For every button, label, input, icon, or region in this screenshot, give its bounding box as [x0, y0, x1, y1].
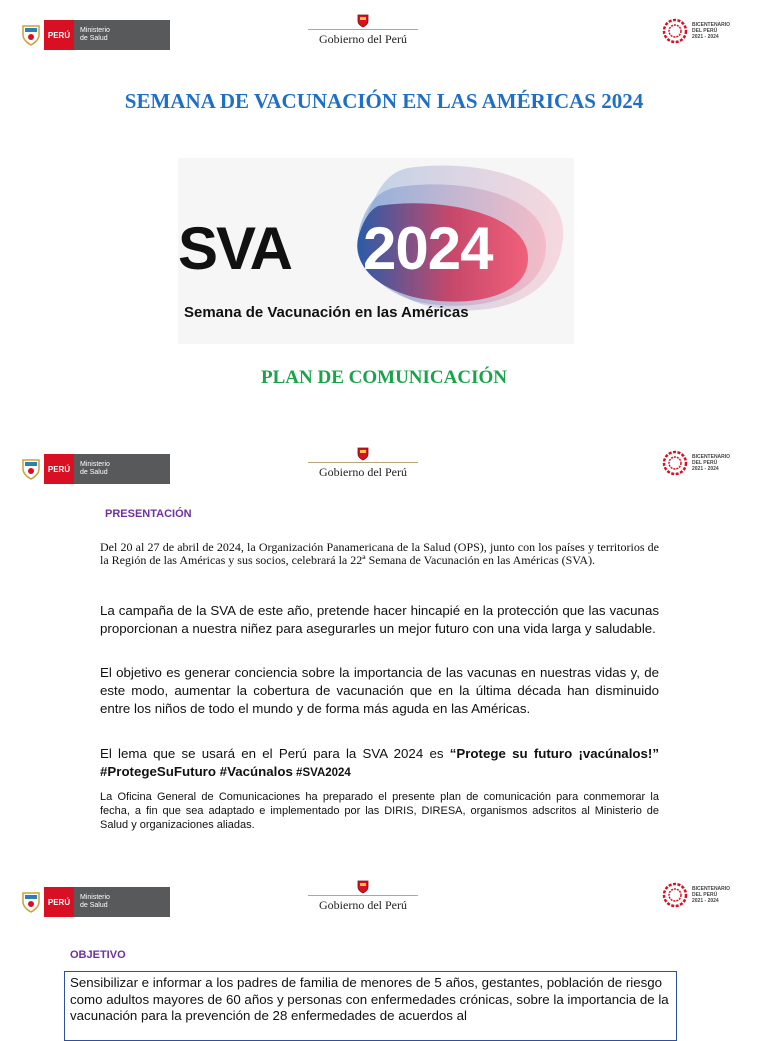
presentacion-paragraph-3: El objetivo es generar conciencia sobre la importancia de las vacunas en nuestras vidas y, de este modo, aumentar la cobertura de vacunación que en la última década han disminuido entre los niños de todo el mundo y de forma más aguda en las Américas. — [100, 665, 659, 716]
peru-shield-icon — [20, 890, 42, 914]
logo-year-text: 2024 — [363, 215, 493, 282]
slide3-header — [0, 876, 768, 936]
escudo-icon — [355, 447, 371, 461]
peru-label: PERÚ — [44, 454, 74, 484]
minsa-logo — [20, 454, 170, 484]
lema-text: “Protege su futuro ¡vacúnalos!” #ProtegeSuFuturo #Vacúnalos — [100, 746, 659, 779]
presentacion-paragraph-4: El lema que se usará en el Perú para la SVA 2024 es “Protege su futuro ¡vacúnalos!” #ProtegeSuFuturo #Vacúnalos #SVA2024 — [100, 746, 659, 779]
gobierno-text: Gobierno del Perú — [319, 32, 407, 46]
gobierno-logo — [308, 14, 418, 47]
peru-shield-icon — [20, 457, 42, 481]
logo-subtitle: Semana de Vacunación en las Américas — [184, 304, 469, 321]
sva-hashtag: #SVA2024 — [292, 767, 351, 779]
objetivo-text-box: Sensibilizar e informar a los padres de familia de menores de 5 años, gestantes, población de riesgo como adultos mayores de 60 años y personas con enfermedades crónicas, sobre la importancia de la vacunación para la prevención de 28 enfermedades de acuerdos al — [64, 971, 677, 1041]
bicentenario-logo: BICENTENARIO DEL PERÚ 2021 - 2024 — [662, 450, 742, 476]
gobierno-text: Gobierno del Perú — [319, 898, 407, 912]
peru-label: PERÚ — [44, 887, 74, 917]
bicentenario-icon — [662, 882, 688, 908]
gobierno-text: Gobierno del Perú — [319, 465, 407, 479]
presentacion-paragraph-2: La campaña de la SVA de este año, pretende hacer hincapié en la protección que las vacunas proporcionan a nuestra niñez para asegurarles un mejor futuro con una vida larga y saludable. — [100, 603, 659, 636]
sva-2024-logo — [178, 158, 574, 344]
minsa-logo — [20, 20, 170, 50]
bicentenario-logo: BICENTENARIO DEL PERÚ 2021 - 2024 — [662, 882, 742, 908]
slide1-header — [0, 12, 768, 72]
ministerio-label: Ministerio de Salud — [74, 887, 170, 917]
page-title: SEMANA DE VACUNACIÓN EN LAS AMÉRICAS 2024 — [124, 89, 644, 113]
escudo-icon — [355, 14, 371, 28]
bicentenario-icon — [662, 450, 688, 476]
plan-heading: PLAN DE COMUNICACIÓN — [261, 367, 507, 388]
presentacion-heading: PRESENTACIÓN — [105, 508, 192, 520]
objetivo-heading: OBJETIVO — [70, 949, 126, 961]
bicentenario-icon — [662, 18, 688, 44]
escudo-icon — [355, 880, 371, 894]
ministerio-label: Ministerio de Salud — [74, 454, 170, 484]
bicentenario-logo: BICENTENARIO DEL PERÚ 2021 - 2024 — [662, 18, 742, 44]
minsa-logo — [20, 887, 170, 917]
slide2-header — [0, 442, 768, 502]
peru-label: PERÚ — [44, 20, 74, 50]
gobierno-logo — [308, 447, 418, 480]
logo-sva-text: SVA — [178, 215, 291, 282]
peru-shield-icon — [20, 23, 42, 47]
presentacion-paragraph-1: Del 20 al 27 de abril de 2024, la Organización Panamericana de la Salud (OPS), junto con los países y territorios de la Región de las Américas y sus socios, celebrará la 22ª Semana de Vacunación en las Américas (SVA). — [100, 540, 659, 567]
presentacion-paragraph-5: La Oficina General de Comunicaciones ha preparado el presente plan de comunicación para conmemorar la fecha, a fin que sea adaptado e implementado por las DIRIS, DIRESA, organismos adscritos al Ministerio de Salud y organizaciones aliadas. — [100, 791, 659, 831]
ministerio-label: Ministerio de Salud — [74, 20, 170, 50]
gobierno-logo — [308, 880, 418, 913]
